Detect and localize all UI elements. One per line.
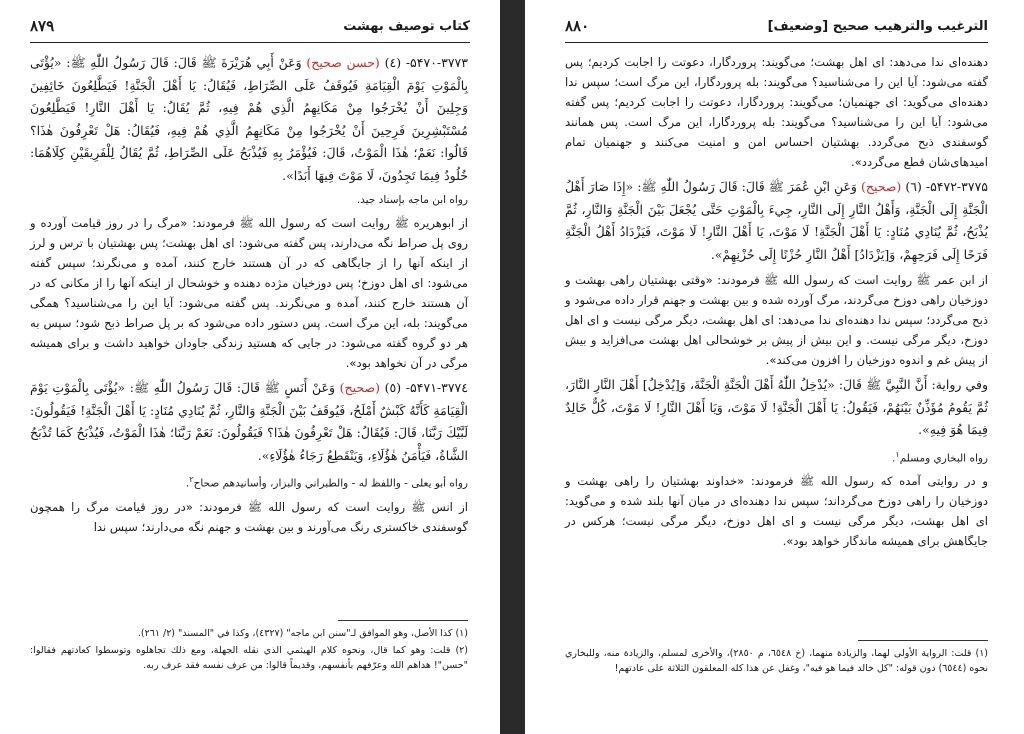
page-body (30, 52, 468, 541)
hadith-number: ۵۴۷۲-۳۷۷۵- (٦) (905, 179, 988, 194)
header-rule (30, 42, 470, 43)
hadith-source: رواه أبو يعلى - واللفظ له - والطبراني والبزار، وأسانيدهم صحاح$^٢$. (185, 475, 468, 490)
running-title: الترغيب والترهيب صحيح [وضعيف] (767, 18, 988, 34)
hadith-number: ۵۴۷۰-۳۷۷۳- (٤) (384, 55, 468, 70)
running-header (30, 14, 470, 38)
running-header (565, 14, 988, 38)
hadith-number: ۵۴۷۱-۳۷۷٤- (٥) (384, 380, 468, 395)
persian-translation: و در روایتی آمده که رسول الله ﷺ فرمودند: «خداوند بهشتیان را راهی بهشت و دوزخیان را راهی دوزخ می‌گرداند؛ سپس ندا دهنده‌ای در میان آنها بلند شده و می‌گوید: ای اهل بهشت، دیگر مرگی نیست و ای اهل دوزخ، دیگر مرگی نیست؛ هرکس در جایگاهش برای همیشه ماندگار خواهد بود». (565, 474, 988, 548)
footnote-rule (858, 640, 988, 641)
hadith-variant-arabic: وفي رواية: أَنَّ النَّبِيَّ ﷺ قَالَ: «يُدْخِلُ اللّٰهُ أَهْلَ الْجَنَّةِ الْجَنَّةَ، وَ[يُدْخِلُ] أَهْلَ النَّارِ النَّارَ، ثُمَّ يَقُومُ مُؤَذِّنٌ بَيْنَهُمْ، فَيَقُولُ: يَا أَهْلَ الْجَنَّةِ! لَا مَوْتَ، وَيَا أَهْلَ النَّارِ! لَا مَوْتَ، كُلٌّ خَالِدٌ فِيمَا هُوَ فِيهِ». (565, 377, 988, 437)
persian-translation: از ابوهریره ﷺ روایت است که رسول الله ﷺ فرمودند: «مرگ را در روز قیامت آورده و روی پل صراط نگه می‌دارند، پس گفته می‌شود: ای اهل بهشت؛ پس بهشتیان با ترس و لرز از اینکه آنها را از جایگاهی که در آن هستند خارج کنند، آمده و می‌نگرند؛ سپس گفته می‌شود: ای اهل دوزخ؛ پس دوزخیان مژده دهنده و خوشحال از اینکه آنها را از مکانی که در آن هستند خارج کنند، آمده و می‌نگرند. پس گفته می‌شود: آیا این را می‌شناسید؟ همگی می‌گویند: بله، این مرگ است. پس دستور داده می‌شود که بر پل صراط ذبح شود؛ سپس به هر دو گروه گفته می‌شود: در جایی که هستید زندگی جاودان خواهید داشت و برای همیشه مرگی در آن نخواهد بود». (30, 216, 468, 370)
persian-translation: از ابن عمر ﷺ روایت است که رسول الله ﷺ فرمودند: «وقتی بهشتیان راهی بهشت و دوزخیان راهی دوزخ می‌گردند، مرگ آورده شده و بین بهشت و جهنم قرار داده می‌شود و ذبح می‌گردد؛ سپس ندا دهنده‌ای ندا می‌دهد: ای اهل بهشت، دیگر مرگی نیست و ای اهل دوزخ، دیگر مرگی نیست. و این بیش از پیش بر خوشحالی اهل بهشت می‌افزاید و بیش از پیش غم و اندوه دوزخیان را افزون می‌کند». (565, 273, 988, 367)
footnotes (30, 620, 468, 675)
hadith-grade: (صحيح) (861, 179, 902, 194)
footnote: (١) قلت: الرواية الأولى لهما، والزيادة منهما، (خ ٦٥٤٨، م ٢٨٥٠)، والأخرى لمسلم، والزيادة منه، وللبخاري نحوه (٦٥٤٤) دون قوله: "كل خالد فيما هو فيه"، وغفل عن هذا كله المعلقون الثلاثة على عادتهم! (565, 648, 989, 674)
footnote-rule (338, 620, 468, 621)
hadith-arabic: ۵۴۷۱-۳۷۷٤- (٥) (صحيح) وَعَنْ أَنَسٍ ﷺ قَالَ: قَالَ رَسُولُ اللّٰهِ ﷺ: «يُؤْتَى بِالْمَوْتِ يَوْمَ الْقِيَامَةِ كَأَنَّهُ كَبْشٌ أَمْلَحُ، فَيُوقَفُ بَيْنَ الْجَنَّةِ وَالنَّارِ، ثُمَّ يُنَادِي مُنَادٍ: يَا أَهْلَ الْجَنَّةِ! فَيَقُولُونَ: لَبَّيْكَ رَبَّنَا، قَالَ: فَيُقَالُ: هَلْ تَعْرِفُونَ هٰذَا؟ فَيَقُولُونَ: نَعَمْ رَبَّنَا؛ هٰذَا الْمَوْتُ، فَيُذْبَحُ كَمَا تُذْبَحُ الشَّاةُ، فَيَأْمَنُ هٰؤُلَاءِ، وَيَنْقَطِعُ رَجَاءُ هٰؤُلَاءِ». (30, 380, 468, 463)
hadith-arabic: ۵۴۷۲-۳۷۷۵- (٦) (صحيح) وَعَنِ ابْنِ عُمَرَ ﷺ قَالَ: قَالَ رَسُولُ اللّٰهِ ﷺ: «إِذَا صَارَ أَهْلُ الْجَنَّةِ إِلَى الْجَنَّةِ، وَأَهْلُ النَّارِ إِلَى النَّارِ، جِيءَ بِالْمَوْتِ حَتَّى يُجْعَلَ بَيْنَ الْجَنَّةِ وَالنَّارِ، ثُمَّ يُذْبَحُ، ثُمَّ يُنَادِي مُنَادٍ: يَا أَهْلَ الْجَنَّةِ! لَا مَوْتَ، يَا أَهْلَ النَّارِ! لَا مَوْتَ، فَيَزْدَادُ أَهْلُ الْجَنَّةِ فَرَحًا إِلَى فَرَحِهِمْ، وَ[يَزْدَادُ] أَهْلُ النَّارِ حُزْنًا إِلَى حُزْنِهِمْ». (565, 179, 988, 262)
running-title: کتاب توصیف بهشت (343, 18, 470, 34)
persian-translation: از انس ﷺ روایت است که رسول الله ﷺ فرمودند: «در روز قیامت مرگ را همچون گوسفندی خاکستری رنگ می‌آورند و بین بهشت و جهنم نگه می‌دارند؛ سپس ندا (30, 499, 468, 534)
right-page (525, 0, 1024, 734)
hadith-source: رواه ابن ماجه بإسناد جيد. (356, 194, 468, 206)
page-number: ۸۷۹ (30, 17, 55, 35)
book-spine (500, 0, 525, 734)
page-body (565, 52, 988, 555)
hadith-grade: (صحيح) (339, 380, 380, 395)
header-rule (565, 42, 988, 43)
footnote: (٢) قلت: وهو كما قال، ونحوه كلام الهيثمي الذي نقله الجهلة، ومع ذلك تجاهلوه وتوسطوا كعادتهم فقالوا: "حسن"! هداهم الله وعرّفهم بأنفسهم، وقديماً قالوا: من عرف نفسه فقد عرف ربه. (30, 645, 468, 671)
hadith-grade: (حسن صحيح) (306, 55, 380, 70)
footnotes (565, 640, 988, 678)
persian-translation: دهنده‌ای ندا می‌دهد: ای اهل بهشت؛ می‌گویند: پروردگارا، دعوتت را اجابت کردیم؛ پس گفته می‌شود: آیا این را می‌شناسید؟ می‌گویند: بله پروردگارا، این مرگ است؛ سپس ندا دهنده‌ای می‌گوید: ای جهنمیان؛ می‌گویند: پروردگارا، دعوتت را اجابت کردیم؛ پس گفته می‌شود: آیا این را می‌شناسید؟ می‌گویند: بله پروردگارا، این مرگ است. پس همانند گوسفندی ذبح می‌گردد. بهشتیان احساس امن و امنیت می‌کنند و جهنمیان تمام امیدهای‌شان قطع می‌گردد». (565, 55, 988, 169)
page-number: ۸۸۰ (565, 17, 590, 35)
left-page (0, 0, 500, 734)
footnote: (١) كذا الأصل، وهو الموافق لـ"سنن ابن ماجه" (٤٣٢٧)، وكذا في "المسند" (٢/ ٢٦١). (137, 628, 468, 639)
hadith-arabic: ۵۴۷۰-۳۷۷۳- (٤) (حسن صحيح) وَعَنْ أَبِي هُرَيْرَةَ ﷺ قَالَ: قَالَ رَسُولُ اللّٰهِ ﷺ: «يُؤْتَى بِالْمَوْتِ يَوْمَ الْقِيَامَةِ فَيُوقَفُ عَلَى الصِّرَاطِ، فَيُقَالُ: يَا أَهْلَ الْجَنَّةِ! فَيَطَّلِعُونَ خَائِفِينَ وَجِلِينَ أَنْ يُخْرَجُوا مِنْ مَكَانِهِمُ الَّذِي هُمْ فِيهِ، ثُمَّ يُقَالُ: يَا أَهْلَ النَّارِ! فَيَطَّلِعُونَ مُسْتَبْشِرِينَ فَرِحِينَ أَنْ يُخْرَجُوا مِنْ مَكَانِهِمُ الَّذِي هُمْ فِيهِ، فَيُقَالُ: هَلْ تَعْرِفُونَ هٰذَا؟ قَالُوا: نَعَمْ؛ هٰذَا الْمَوْتُ، قَالَ: فَيُؤْمَرُ بِهِ فَيُذْبَحُ عَلَى الصِّرَاطِ، ثُمَّ يُقَالُ لِلْفَرِيقَيْنِ كِلَاهُمَا: خُلُودٌ فِيمَا تَجِدُونَ، لَا مَوْتَ فِيهَا أَبَدًا». (30, 55, 468, 183)
hadith-source: رواه البخاري ومسلم$^١$. (892, 449, 988, 464)
